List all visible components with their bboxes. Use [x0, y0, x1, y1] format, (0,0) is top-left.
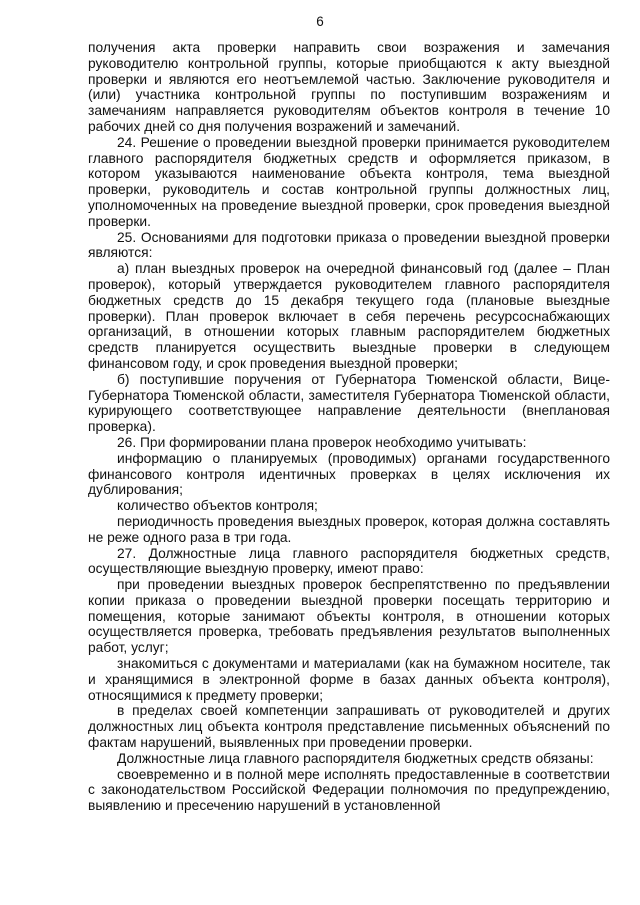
paragraph-25: 25. Основаниями для подготовки приказа о проведении выездной проверки являются:	[88, 229, 610, 261]
paragraph-27: 27. Должностные лица главного распорядителя бюджетных средств, осуществляющие выездную проверку, имеют право:	[88, 545, 610, 577]
paragraph-27-item-3: в пределах своей компетенции запрашивать от руководителей и других должностных лиц объекта контроля представление письменных объяснений по фактам нарушений, выявленных при проведении проверки.	[88, 703, 610, 751]
paragraph-obligations-item-1: своевременно и в полной мере исполнять предоставленные в соответствии с законодательством Российской Федерации полномочия по предупреждению, выявлению и пресечению нарушений в установленной	[88, 766, 610, 814]
document-body	[88, 40, 610, 814]
paragraph-25-b: б) поступившие поручения от Губернатора Тюменской области, Вице-Губернатора Тюменской области, заместителя Губернатора Тюменской области, курирующего соответствующее направление деятельности (внеплановая проверка).	[88, 371, 610, 435]
paragraph-obligations: Должностные лица главного распорядителя бюджетных средств обязаны:	[117, 750, 594, 766]
paragraph-26: 26. При формировании плана проверок необходимо учитывать:	[117, 434, 527, 450]
paragraph-27-item-1: при проведении выездных проверок беспрепятственно по предъявлении копии приказа о проведении выездной проверки посещать территорию и помещения, которые занимают объекты контроля, в отношении которых осуществляется проверка, требовать предъявления результатов выполненных работ, услуг;	[88, 577, 610, 656]
paragraph-26-item-2: количество объектов контроля;	[117, 498, 318, 514]
paragraph-24: 24. Решение о проведении выездной проверки принимается руководителем главного распорядителя бюджетных средств и оформляется приказом, в котором указываются наименование объекта контроля, тема выездной проверки, руководитель и состав контрольной группы должностных лиц, уполномоченных на проведение выездной проверки, срок проведения выездной проверки.	[88, 134, 610, 229]
paragraph-27-item-2: знакомиться с документами и материалами (как на бумажном носителе, так и хранящимися в электронной форме в базах данных объекта контроля), относящимися к предмету проверки;	[88, 656, 610, 703]
paragraph-26-item-3: периодичность проведения выездных проверок, которая должна составлять не реже одного раза в три года.	[88, 513, 610, 545]
page-number: 6	[316, 14, 324, 29]
paragraph-26-item-1: информацию о планируемых (проводимых) органами государственного финансового контроля идентичных проверках в целях исключения их дублирования;	[88, 450, 610, 498]
paragraph-25-a: а) план выездных проверок на очередной финансовый год (далее – План проверок), который утверждается руководителем главного распорядителя бюджетных средств до 15 декабря текущего года (плановые выездные проверки). План проверок включает в себя перечень ресурсоснабжающих организаций, в отношении которых главным распорядителем бюджетных средств планируется осуществить выездные проверки в следующем финансовом году, и срок проведения выездной проверки;	[88, 261, 610, 371]
paragraph-continuation: получения акта проверки направить свои возражения и замечания руководителю контрольной группы, которые приобщаются к акту выездной проверки и являются его неотъемлемой частью. Заключение руководителя и (или) участника контрольной группы по поступившим возражениям и замечаниям направляется руководителям объектов контроля в течение 10 рабочих дней со дня получения возражений и замечаний.	[88, 40, 610, 134]
